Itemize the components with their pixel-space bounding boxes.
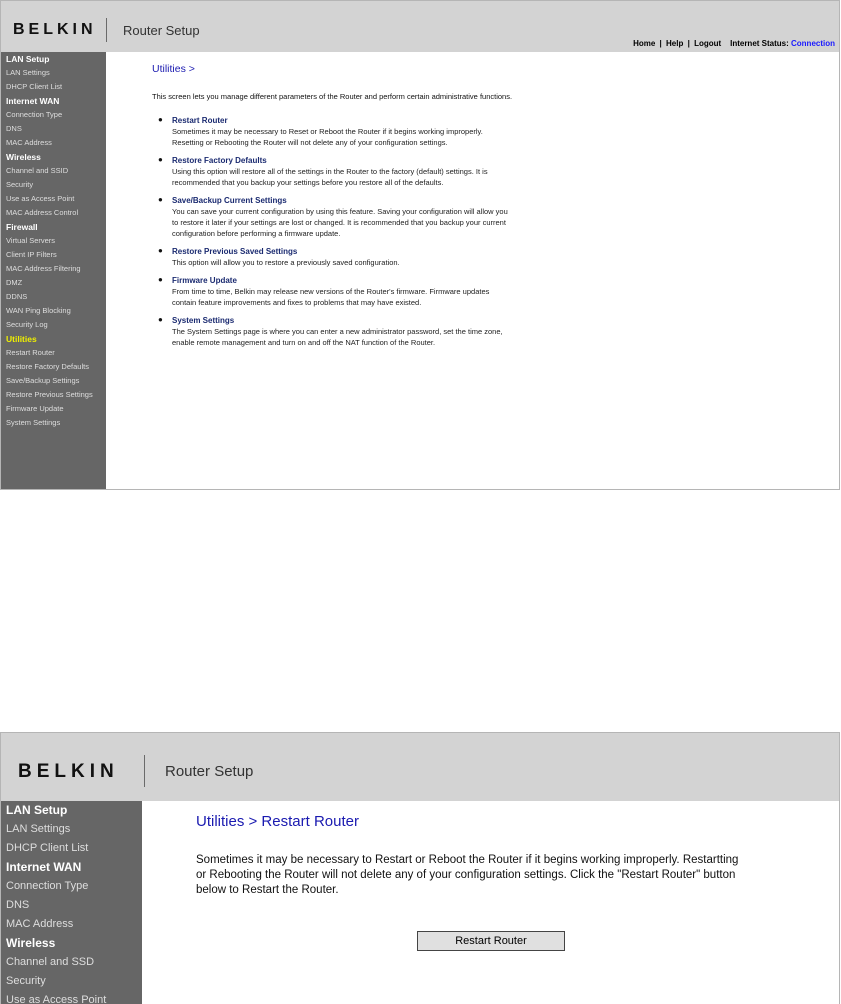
sidebar-item-mac-address[interactable]: MAC Address: [6, 918, 74, 930]
sidebar-item-firmware-update[interactable]: Firmware Update: [6, 404, 64, 413]
sidebar-item-lan-settings[interactable]: LAN Settings: [6, 68, 50, 77]
help-link[interactable]: Help: [666, 39, 684, 48]
sidebar-item-save-backup-settings[interactable]: Save/Backup Settings: [6, 376, 80, 385]
sidebar-item-use-as-access-point[interactable]: Use as Access Point: [6, 994, 107, 1004]
link-separator: |: [659, 39, 662, 48]
list-item: [158, 275, 602, 308]
bullet: ●: [158, 246, 163, 255]
restart-router-button[interactable]: Restart Router: [417, 931, 565, 951]
bullet: ●: [158, 315, 163, 324]
list-item-desc: This option will allow you to restore a previously saved configuration.: [172, 258, 400, 267]
list-item-title: System Settings: [172, 316, 235, 325]
list-item: [158, 115, 602, 148]
utilities-list: [158, 115, 602, 355]
bullet: ●: [158, 195, 163, 204]
sidebar-item-restore-previous-settings[interactable]: Restore Previous Settings: [6, 390, 93, 399]
sidebar-section-wireless[interactable]: Wireless: [6, 936, 56, 950]
list-item-desc: contain feature improvements and fixes to problems that may have existed.: [172, 298, 422, 307]
list-item: [158, 195, 602, 239]
utilities-screen: [0, 0, 840, 490]
internet-status-label: Internet Status:: [730, 39, 789, 48]
sidebar-item-channel-and-ssid[interactable]: Channel and SSID: [6, 166, 69, 175]
sidebar-item-dhcp-client-list[interactable]: DHCP Client List: [6, 842, 89, 854]
description-line: Sometimes it may be necessary to Restart or Reboot the Router if it begins working improperly. Restartting: [196, 854, 739, 866]
header-divider: [106, 18, 107, 42]
intro-text: This screen lets you manage different parameters of the Router and perform certain administrative functions.: [152, 92, 513, 101]
sidebar-section-internet-wan[interactable]: Internet WAN: [6, 860, 82, 874]
sidebar-item-channel-and-ssd[interactable]: Channel and SSD: [6, 956, 95, 968]
list-item-title: Restore Previous Saved Settings: [172, 247, 298, 256]
sidebar-item-restore-factory-defaults[interactable]: Restore Factory Defaults: [6, 362, 89, 371]
bullet: ●: [158, 155, 163, 164]
sidebar-item-mac-address-filtering[interactable]: MAC Address Filtering: [6, 264, 81, 273]
belkin-logo: BELKIN: [13, 21, 97, 38]
description-line: below to Restart the Router.: [196, 884, 339, 896]
list-item: [158, 315, 602, 348]
sidebar-section-utilities[interactable]: Utilities: [6, 334, 37, 344]
logout-link[interactable]: Logout: [694, 39, 722, 48]
list-item-title: Save/Backup Current Settings: [172, 196, 287, 205]
list-item-desc: The System Settings page is where you can enter a new administrator password, set the time zone,: [172, 327, 503, 336]
main-content: [142, 801, 839, 1004]
sidebar-item-mac-address[interactable]: MAC Address: [6, 138, 52, 147]
sidebar-item-mac-address-control[interactable]: MAC Address Control: [6, 208, 79, 217]
sidebar-item-client-ip-filters[interactable]: Client IP Filters: [6, 250, 57, 259]
main-content: [106, 52, 839, 490]
sidebar-item-security[interactable]: Security: [6, 975, 46, 987]
list-item-desc: enable remote management and turn on and off the NAT function of the Router.: [172, 338, 436, 347]
list-item-title: Restart Router: [172, 116, 228, 125]
sidebar-item-security[interactable]: Security: [6, 180, 34, 189]
sidebar-section-internet-wan[interactable]: Internet WAN: [6, 96, 60, 106]
list-item: [158, 246, 602, 268]
link-separator: |: [687, 39, 690, 48]
sidebar-section-wireless[interactable]: Wireless: [6, 152, 41, 162]
sidebar-item-dns[interactable]: DNS: [6, 124, 22, 133]
sidebar-item-lan-settings[interactable]: LAN Settings: [6, 823, 71, 835]
list-item-desc: From time to time, Belkin may release new versions of the Router's firmware. Firmware updates: [172, 287, 490, 296]
internet-status-value: Connection: [791, 39, 835, 48]
top-links: [633, 39, 835, 48]
page-title: Utilities >: [152, 63, 195, 75]
sidebar-item-dns[interactable]: DNS: [6, 899, 30, 911]
header-bar: [1, 1, 839, 52]
sidebar-section-lan-setup[interactable]: LAN Setup: [6, 803, 68, 817]
list-item-desc: recommended that you backup your settings before you restore all of the defaults.: [172, 178, 444, 187]
list-item: [158, 155, 602, 188]
sidebar-item-security-log[interactable]: Security Log: [6, 320, 48, 329]
page-title: Utilities > Restart Router: [196, 813, 359, 830]
sidebar-item-restart-router[interactable]: Restart Router: [6, 348, 55, 357]
sidebar-item-virtual-servers[interactable]: Virtual Servers: [6, 236, 56, 245]
header-divider: [144, 755, 145, 787]
sidebar: [1, 52, 106, 490]
belkin-logo: BELKIN: [18, 761, 119, 782]
sidebar-item-wan-ping-blocking[interactable]: WAN Ping Blocking: [6, 306, 71, 315]
description-line: or Rebooting the Router will not delete any of your configuration settings. Click the "Restart Router" button: [196, 869, 736, 881]
sidebar-item-ddns[interactable]: DDNS: [6, 292, 28, 301]
list-item-title: Firmware Update: [172, 276, 237, 285]
list-item-desc: Sometimes it may be necessary to Reset or Reboot the Router if it begins working improperly.: [172, 127, 483, 136]
description-text: [196, 853, 796, 898]
list-item-desc: Using this option will restore all of the settings in the Router to the factory (default) settings. It is: [172, 167, 488, 176]
sidebar-item-dhcp-client-list[interactable]: DHCP Client List: [6, 82, 63, 91]
app-title: Router Setup: [123, 23, 200, 38]
sidebar-section-lan-setup[interactable]: LAN Setup: [6, 54, 50, 64]
list-item-desc: Resetting or Rebooting the Router will not delete any of your configuration settings.: [172, 138, 448, 147]
sidebar-item-connection-type[interactable]: Connection Type: [6, 880, 89, 892]
bullet: ●: [158, 115, 163, 124]
sidebar: [1, 801, 142, 1004]
header-bar: [1, 733, 839, 801]
sidebar-item-system-settings[interactable]: System Settings: [6, 418, 61, 427]
list-item-desc: configuration before performing a firmware update.: [172, 229, 341, 238]
list-item-desc: to restore it later if your settings are lost or changed. It is recommended that you backup your current: [172, 218, 506, 227]
list-item-desc: You can save your current configuration by using this feature. Saving your configuration will allow you: [172, 207, 508, 216]
home-link[interactable]: Home: [633, 39, 656, 48]
app-title: Router Setup: [165, 763, 254, 780]
sidebar-item-use-as-access-point[interactable]: Use as Access Point: [6, 194, 75, 203]
bullet: ●: [158, 275, 163, 284]
restart-router-screen: [0, 732, 840, 1004]
sidebar-section-firewall[interactable]: Firewall: [6, 222, 38, 232]
sidebar-item-dmz[interactable]: DMZ: [6, 278, 23, 287]
list-item-title: Restore Factory Defaults: [172, 156, 267, 165]
sidebar-item-connection-type[interactable]: Connection Type: [6, 110, 63, 119]
